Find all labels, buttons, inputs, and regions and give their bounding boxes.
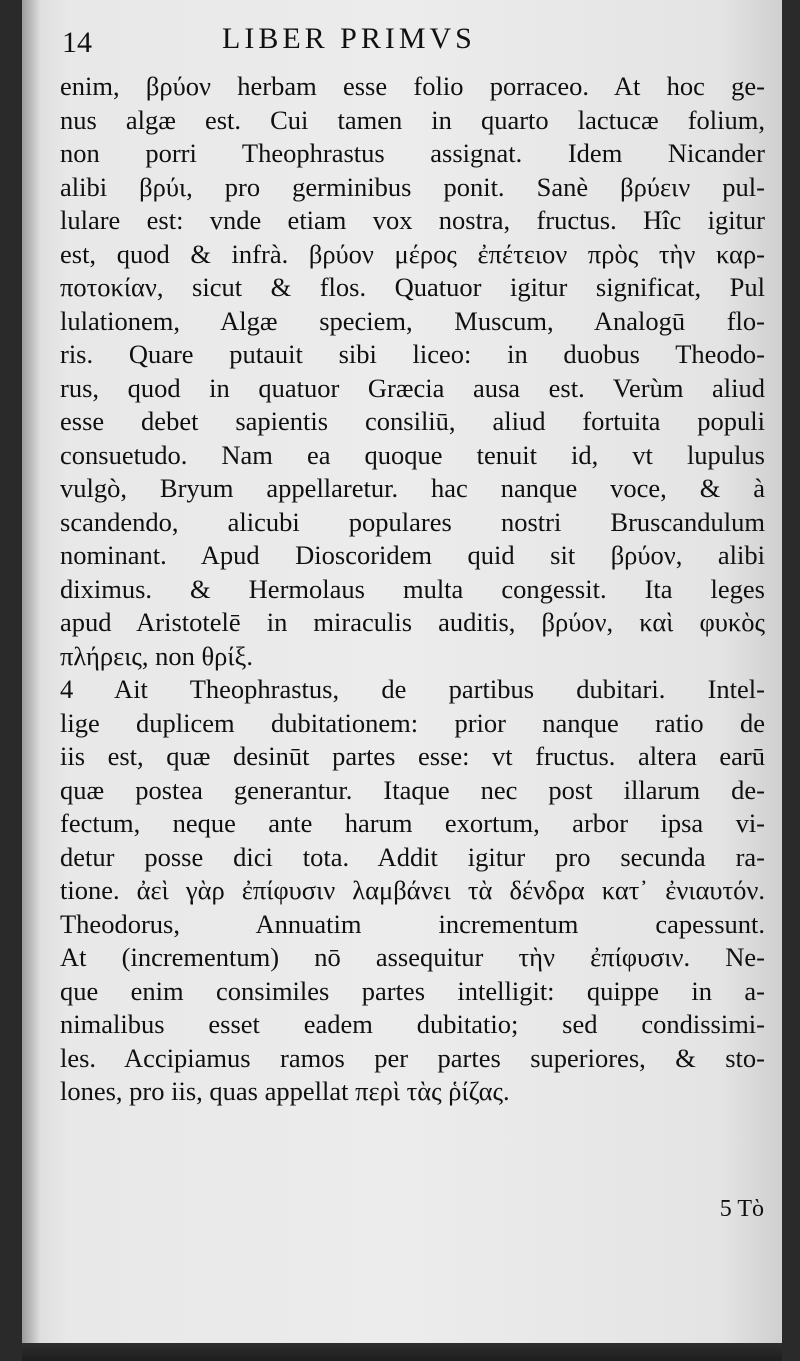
text-line: tione. ἀεὶ γὰρ ἐπίφυσιν λαμβάνει τὰ δένδρα κατ᾽ ἐνιαυτόν. (60, 875, 765, 905)
text-line: consuetudo. Nam ea quoque tenuit id, vt lupulus (60, 439, 765, 470)
running-header (62, 22, 582, 62)
text-line: que enim consimiles partes intelligit: quippe in a- (60, 975, 765, 1006)
catchword: 5 Τὸ (719, 1196, 764, 1222)
main-text-block (60, 70, 765, 1109)
text-line: scandendo, alicubi populares nostri Bruscandulum (60, 506, 765, 537)
text-line: enim, βρύον herbam esse folio porraceo. At hoc ge- (60, 71, 765, 101)
book-page (22, 0, 782, 1361)
text-line: πλήρεις, non θρίξ. (60, 640, 253, 671)
text-line: lige duplicem dubitationem: prior nanque ratio de (60, 707, 765, 738)
text-line: ποτοκίαν, sicut & flos. Quatuor igitur significat, Pul (60, 272, 765, 302)
page-number: 14 (62, 26, 92, 59)
text-line: est, quod & infrà. βρύον μέρος ἐπέτειον πρὸς τὴν καρ- (60, 238, 765, 269)
text-line: quæ postea generantur. Itaque nec post illarum de- (60, 774, 765, 805)
text-line: fectum, neque ante harum exortum, arbor ipsa vi- (60, 808, 765, 838)
text-line: non porri Theophrastus assignat. Idem Nicander (60, 138, 765, 168)
text-line: lulationem, Algæ speciem, Muscum, Analogū flo- (60, 305, 765, 336)
text-line: At (incrementum) nō assequitur τὴν ἐπίφυσιν. Ne- (60, 942, 765, 972)
page-gutter-shadow (22, 0, 40, 1361)
text-line: diximus. & Hermolaus multa congessit. Ita leges (60, 573, 765, 604)
running-title: LIBER PRIMVS (222, 22, 476, 55)
text-line: nimalibus esset eadem dubitatio; sed condissimi- (60, 1009, 765, 1039)
text-line: detur posse dici tota. Addit igitur pro secunda ra- (60, 841, 765, 872)
text-line: ris. Quare putauit sibi liceo: in duobus Theodo- (60, 339, 765, 369)
text-line: lones, pro iis, quas appellat περὶ τὰς ῥίζας. (60, 1076, 510, 1106)
text-line: 4 Ait Theophrastus, de partibus dubitari. Intel- (60, 674, 765, 704)
text-line: apud Aristotelē in miraculis auditis, βρύον, καὶ φυκὸς (60, 607, 765, 637)
text-line: esse debet sapientis consiliū, aliud fortuita populi (60, 406, 765, 436)
text-line: iis est, quæ desinūt partes esse: vt fructus. altera earū (60, 741, 765, 771)
text-line: Theodorus, Annuatim incrementum capessunt. (60, 908, 765, 939)
text-line: nus algæ est. Cui tamen in quarto lactucæ folium, (60, 104, 765, 135)
text-line: alibi βρύι, pro germinibus ponit. Sanè βρύειν pul- (60, 171, 765, 202)
text-line: rus, quod in quatuor Græcia ausa est. Verùm aliud (60, 372, 765, 403)
text-line: lulare est: vnde etiam vox nostra, fructus. Hîc igitur (60, 205, 765, 235)
text-line: les. Accipiamus ramos per partes superiores, & sto- (60, 1042, 765, 1073)
page-bottom-edge (22, 1343, 782, 1361)
text-line: vulgò, Bryum appellaretur. hac nanque voce, & à (60, 473, 765, 503)
text-line: nominant. Apud Dioscoridem quid sit βρύον, alibi (60, 540, 765, 570)
